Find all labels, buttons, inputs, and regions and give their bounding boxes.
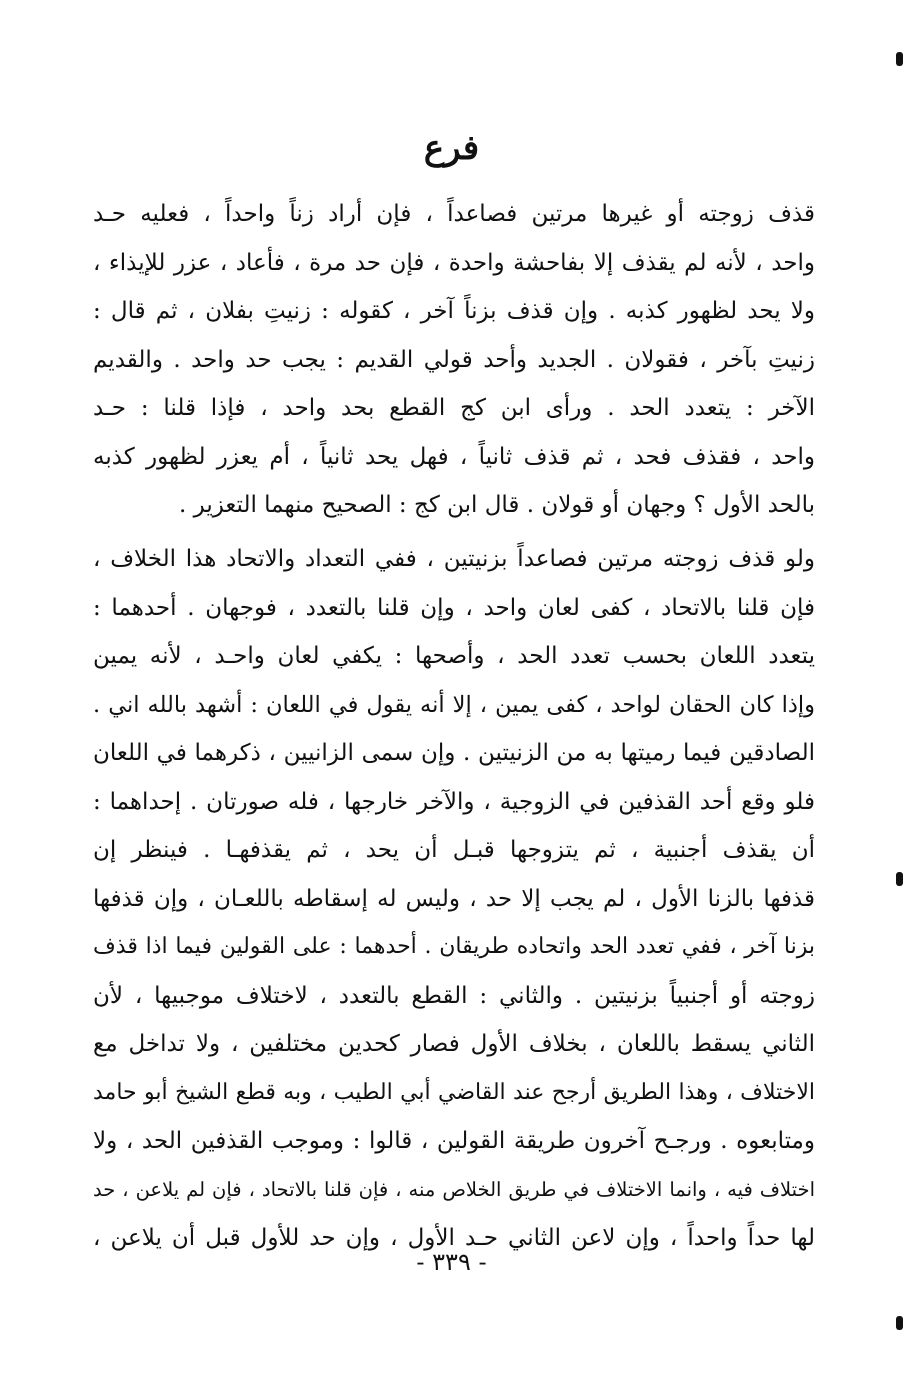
text-line: فإن قلنا بالاتحاد ، كفى لعان واحد ، وإن قلنا بالتعدد ، فوجهان . أحدهما :: [93, 594, 815, 621]
paragraph-1: [93, 190, 815, 530]
text-line: لها حداً واحداً ، وإن لاعن الثاني حـد الأول ، وإن حد للأول قبل أن يلاعن ،: [93, 1225, 815, 1251]
text-line: قذفها بالزنا الأول ، لم يجب إلا حد ، وليس له إسقاطه باللعـان ، وإن قذفها: [93, 885, 815, 912]
text-line: وإذا كان الحقان لواحد ، كفى يمين ، إلا أنه يقول في اللعان : أشهد بالله اني .: [93, 691, 815, 718]
text-line: زنيتِ بآخر ، فقولان . الجديد وأحد قولي القديم : يجب حد واحد . والقديم: [93, 346, 815, 373]
binding-mark: [896, 1316, 903, 1330]
text-line: الثاني يسقط باللعان ، بخلاف الأول فصار كحدين مختلفين ، ولا تداخل مع: [93, 1031, 815, 1057]
text-line: فلو وقع أحد القذفين في الزوجية ، والآخر خارجها ، فله صورتان . إحداهما :: [93, 788, 815, 815]
text-line: الصادقين فيما رميتها به من الزنيتين . وإن سمى الزانيين ، ذكرهما في اللعان: [93, 740, 815, 766]
text-line: الآخر : يتعدد الحد . ورأى ابن كج القطع بحد واحد ، فإذا قلنا : حـد: [93, 395, 815, 421]
page-number: - ٣٣٩ -: [416, 1248, 487, 1276]
text-line: الاختلاف ، وهذا الطريق أرجح عند القاضي أبي الطيب ، وبه قطع الشيخ أبو حامد: [93, 1079, 815, 1105]
section-heading: فرع: [423, 128, 480, 168]
text-line: بزنا آخر ، ففي تعدد الحد واتحاده طريقان . أحدهما : على القولين فيما اذا قذف: [93, 934, 815, 959]
text-line: بالحد الأول ؟ وجهان أو قولان . قال ابن كج : الصحيح منهما التعزير .: [179, 492, 815, 518]
text-line: قذف زوجته أو غيرها مرتين فصاعداً ، فإن أراد زناً واحداً ، فعليه حـد: [93, 201, 815, 227]
binding-mark: [896, 872, 903, 886]
binding-mark: [896, 52, 903, 66]
text-line: يتعدد اللعان بحسب تعدد الحد ، وأصحها : يكفي لعان واحـد ، لأنه يمين: [93, 643, 815, 669]
text-line: ولا يحد لظهور كذبه . وإن قذف بزناً آخر ، كقوله : زنيتِ بفلان ، ثم قال :: [93, 298, 815, 324]
text-line: اختلاف فيه ، وانما الاختلاف في طريق الخلاص منه ، فإن قلنا بالاتحاد ، فإن لم يلاعن ، حد: [93, 1177, 815, 1201]
text-line: ومتابعوه . ورجـح آخرون طريقة القولين ، قالوا : وموجب القذفين الحد ، ولا: [93, 1128, 815, 1154]
text-line: واحد ، فقذف فحد ، ثم قذف ثانياً ، فهل يحد ثانياً ، أم يعزر لظهور كذبه: [93, 443, 815, 470]
text-line: أن يقذف أجنبية ، ثم يتزوجها قبـل أن يحد ، ثم يقذفهـا . فينظر إن: [93, 837, 815, 863]
text-line: ولو قذف زوجته مرتين فصاعداً بزنيتين ، ففي التعداد والاتحاد هذا الخلاف ،: [93, 546, 815, 572]
text-line: زوجته أو أجنبياً بزنيتين . والثاني : القطع بالتعدد ، لاختلاف موجبيها ، لأن: [93, 982, 815, 1009]
paragraph-2: [93, 535, 815, 1263]
text-line: واحد ، لأنه لم يقذف إلا بفاحشة واحدة ، فإن حد مرة ، فأعاد ، عزر للإيذاء ،: [93, 249, 815, 276]
